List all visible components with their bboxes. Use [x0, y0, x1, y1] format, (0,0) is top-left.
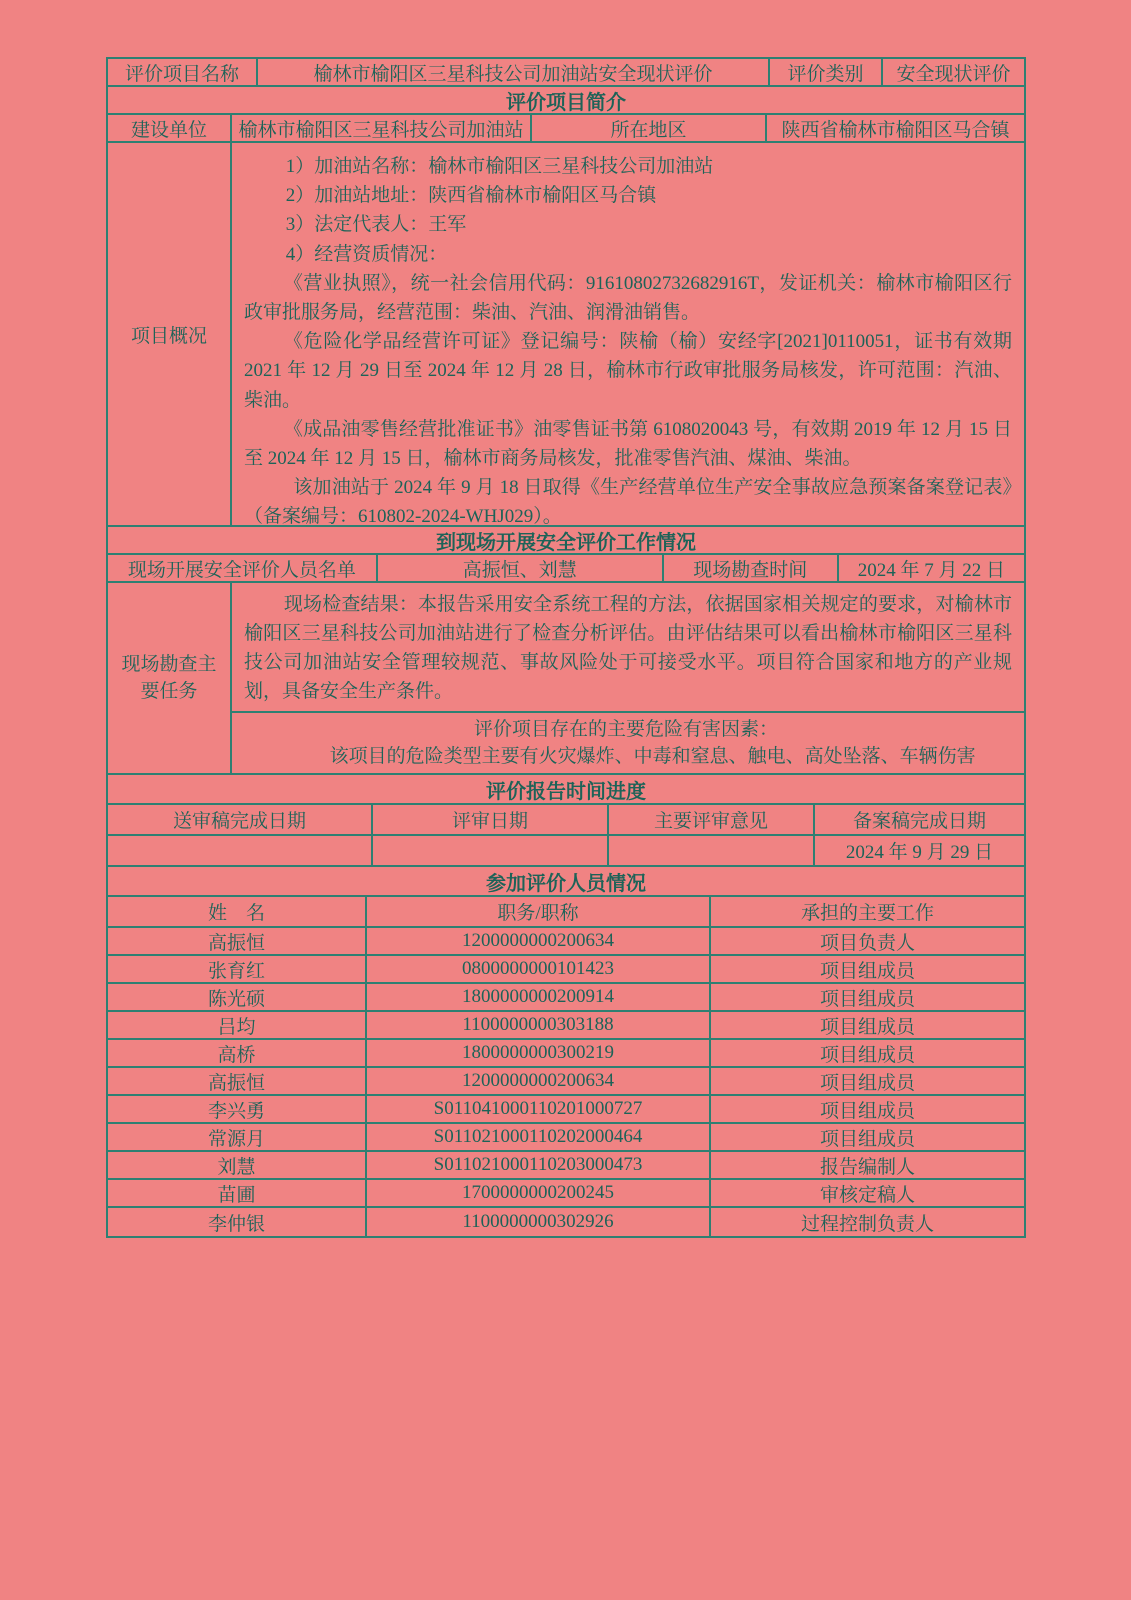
site-staff-row	[108, 555, 1024, 583]
overview-item: 1）加油站名称：榆林市榆阳区三星科技公司加油站	[285, 156, 714, 177]
participant-work: 项目组成员	[819, 1072, 915, 1094]
schedule-section-title: 评价报告时间进度	[486, 780, 646, 803]
site-work-section-row	[108, 527, 1024, 555]
hazard-detail: 该项目的危险类型主要有火灾爆炸、中毒和窒息、触电、高处坠落、车辆伤害	[329, 746, 976, 767]
participant-name: 高振恒	[108, 928, 367, 954]
table-row	[108, 984, 1024, 1012]
overview-item: 4）经营资质情况：	[285, 243, 448, 265]
schedule-header-row	[108, 805, 1024, 836]
schedule-header-review-date: 评审日期	[373, 805, 609, 834]
hazard-block	[232, 713, 1024, 773]
participant-title: 1200000000200634	[367, 928, 711, 954]
participant-work: 审核定稿人	[819, 1184, 915, 1206]
hazard-title: 评价项目存在的主要危险有害因素：	[473, 719, 778, 740]
participant-name: 苗圃	[108, 1180, 367, 1206]
overview-paragraph: 《危险化学品经营许可证》登记编号：陕榆（榆）安经字[2021]0110051，证书有效期 2021 年 12 月 29 日至 2024 年 12 月 28 日，榆林市行政审批服务局核发，许可范围：汽油、柴油。	[244, 331, 1012, 411]
schedule-section-row	[108, 775, 1024, 805]
staff-list-value: 高振恒、刘慧	[378, 555, 664, 581]
overview-row	[108, 143, 1024, 527]
overview-label: 项目概况	[108, 143, 232, 525]
schedule-value-record: 2024 年 9 月 29 日	[845, 842, 994, 863]
intro-section-title: 评价项目简介	[506, 91, 626, 113]
intro-section-row	[108, 87, 1024, 115]
table-row	[108, 1096, 1024, 1124]
participant-title: 1800000000300219	[367, 1040, 711, 1066]
participant-title: S011021000110203000473	[367, 1152, 711, 1178]
participant-work: 项目组成员	[819, 1128, 915, 1150]
table-row	[108, 1040, 1024, 1068]
participant-work: 过程控制负责人	[800, 1213, 934, 1235]
project-name-row	[108, 59, 1024, 87]
participant-work: 项目组成员	[819, 960, 915, 982]
participant-work: 项目负责人	[819, 932, 915, 954]
category-label: 评价类别	[770, 59, 883, 85]
participants-section-row	[108, 867, 1024, 897]
builder-label: 建设单位	[108, 115, 232, 141]
participants-section-title: 参加评价人员情况	[486, 872, 646, 895]
participant-title: 1800000000200914	[367, 984, 711, 1010]
participant-title: 1100000000302926	[367, 1208, 711, 1236]
overview-paragraph: 《营业执照》，统一社会信用代码：91610802732682916T，发证机关：榆林市榆阳区行政审批服务局，经营范围：柴油、汽油、润滑油销售。	[244, 272, 1012, 324]
survey-time-label: 现场勘查时间	[664, 555, 839, 581]
site-work-section-title: 到现场开展安全评价工作情况	[436, 531, 696, 553]
table-row	[108, 1180, 1024, 1208]
schedule-header-opinion: 主要评审意见	[609, 805, 815, 834]
schedule-value-review-date	[373, 836, 609, 865]
participant-title: S011041000110201000727	[367, 1096, 711, 1122]
overview-content	[232, 143, 1024, 525]
participant-name: 陈光硕	[108, 984, 367, 1010]
participants-header-row	[108, 897, 1024, 928]
participant-title: 1200000000200634	[367, 1068, 711, 1094]
participant-name: 李兴勇	[108, 1096, 367, 1122]
overview-item: 2）加油站地址：陕西省榆林市榆阳区马合镇	[285, 185, 657, 207]
overview-item: 3）法定代表人：王军	[285, 214, 467, 236]
participant-name: 李仲银	[108, 1208, 367, 1236]
overview-paragraph: 该加油站于 2024 年 9 月 18 日取得《生产经营单位生产安全事故应急预案备案登记表》（备案编号：610802-2024-WHJ029）。	[244, 477, 1012, 525]
schedule-value-draft	[108, 836, 373, 865]
location-value: 陕西省榆林市榆阳区马合镇	[781, 119, 1010, 141]
overview-paragraph: 《成品油零售经营批准证书》油零售证书第 6108020043 号，有效期 2019 年 12 月 15 日至 2024 年 12 月 15 日，榆林市商务局核发，批准零售汽油、煤油、柴油。	[244, 418, 1012, 470]
participant-title: S011021000110202000464	[367, 1124, 711, 1150]
builder-row	[108, 115, 1024, 143]
schedule-value-row	[108, 836, 1024, 867]
survey-result-paragraph: 现场检查结果：本报告采用安全系统工程的方法，依据国家相关规定的要求，对榆林市榆阳区三星科技公司加油站进行了检查分析评估。由评估结果可以看出榆林市榆阳区三星科技公司加油站安全管理较规范、事故风险处于可接受水平。项目符合国家和地方的产业规划，具备安全生产条件。	[232, 583, 1024, 713]
table-row	[108, 1012, 1024, 1040]
project-name-label: 评价项目名称	[108, 59, 258, 85]
schedule-header-record: 备案稿完成日期	[852, 811, 986, 832]
survey-time-value: 2024 年 7 月 22 日	[857, 559, 1006, 581]
category-value: 安全现状评价	[896, 63, 1011, 85]
participant-title: 0800000000101423	[367, 956, 711, 982]
table-row	[108, 928, 1024, 956]
participant-title: 1700000000200245	[367, 1180, 711, 1206]
participant-work: 报告编制人	[819, 1156, 915, 1178]
location-label: 所在地区	[532, 115, 767, 141]
participant-name: 刘慧	[108, 1152, 367, 1178]
staff-list-label: 现场开展安全评价人员名单	[108, 555, 378, 581]
participant-work: 项目组成员	[819, 1044, 915, 1066]
table-row	[108, 956, 1024, 984]
participants-header-name: 姓 名	[108, 897, 367, 926]
participant-work: 项目组成员	[819, 988, 915, 1010]
table-row	[108, 1152, 1024, 1180]
survey-task-content	[232, 583, 1024, 773]
participant-name: 高振恒	[108, 1068, 367, 1094]
participant-name: 张育红	[108, 956, 367, 982]
participant-work: 项目组成员	[819, 1016, 915, 1038]
schedule-value-opinion	[609, 836, 815, 865]
project-name-value: 榆林市榆阳区三星科技公司加油站安全现状评价	[258, 59, 770, 85]
participant-work: 项目组成员	[819, 1100, 915, 1122]
schedule-header-draft: 送审稿完成日期	[108, 805, 373, 834]
table-row	[108, 1124, 1024, 1152]
participant-name: 高桥	[108, 1040, 367, 1066]
builder-value: 榆林市榆阳区三星科技公司加油站	[232, 115, 532, 141]
survey-task-row	[108, 583, 1024, 775]
survey-task-label: 现场勘查主要任务	[108, 583, 232, 773]
evaluation-form-table	[106, 57, 1026, 1238]
participants-header-title: 职务/职称	[367, 897, 711, 926]
table-row	[108, 1208, 1024, 1236]
participant-title: 1100000000303188	[367, 1012, 711, 1038]
participant-name: 吕均	[108, 1012, 367, 1038]
participants-header-work: 承担的主要工作	[800, 903, 934, 924]
table-row	[108, 1068, 1024, 1096]
participant-name: 常源月	[108, 1124, 367, 1150]
